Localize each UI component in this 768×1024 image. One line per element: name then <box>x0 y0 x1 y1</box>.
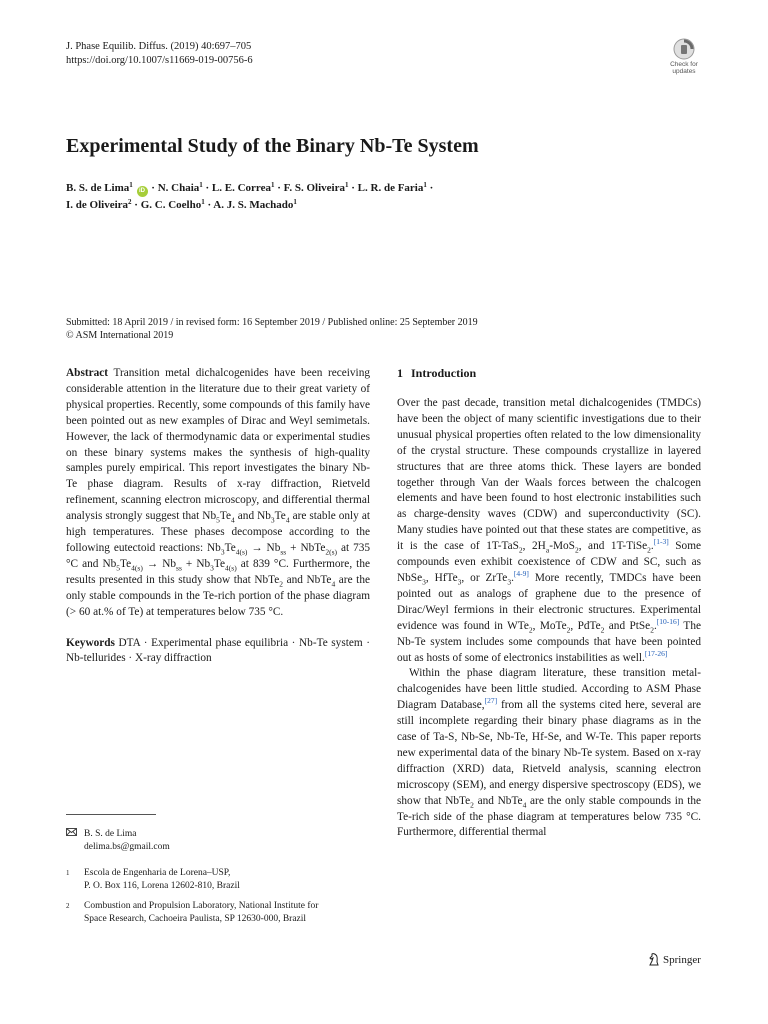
springer-knight-icon <box>648 952 660 969</box>
author-affiliation: 1 <box>271 181 275 189</box>
corresponding-name: B. S. de Lima <box>84 829 137 839</box>
author-separator: · <box>205 182 210 194</box>
keywords-label: Keywords <box>66 636 115 649</box>
abstract-text: and NbTe <box>283 573 332 586</box>
author-separator: · <box>207 199 212 211</box>
body-text: . <box>511 571 514 584</box>
keywords-text: DTA · Experimental phase equilibria · Nb-Te system · Nb-tellurides · X-ray diffraction <box>66 636 370 665</box>
author-affiliation: 1 <box>423 181 427 189</box>
citation-link[interactable]: [17-26] <box>644 648 668 658</box>
abstract-text: at 735 °C and Nb <box>66 541 371 570</box>
citation-link[interactable]: [4-9] <box>513 569 529 579</box>
intro-paragraph-1 <box>397 396 701 666</box>
body-text: . <box>653 619 657 632</box>
body-text: . <box>650 540 654 553</box>
section-number: 1 <box>397 366 403 380</box>
citation-link[interactable]: [27] <box>484 696 498 706</box>
subscript: a <box>545 545 550 555</box>
subscript: 2 <box>528 624 533 634</box>
body-text: Within the phase diagram literature, these transition metal-chalcogenides have been little studied. According to ASM Phase Diagram Database, <box>397 667 701 712</box>
corresponding-email[interactable]: delima.bs@gmail.com <box>84 841 170 852</box>
abstract <box>66 366 370 621</box>
dates-line: Submitted: 18 April 2019 / in revised form: 16 September 2019 / Published online: 25 September 2019 <box>66 317 478 328</box>
author-name[interactable]: I. de Oliveira <box>66 199 129 211</box>
author-separator: · <box>151 182 155 194</box>
citation-link[interactable]: [1-3] <box>653 537 669 547</box>
subscript: 2 <box>574 545 579 555</box>
body-text: , HfTe <box>425 571 458 584</box>
body-text: , 2H <box>522 540 546 553</box>
subscript: 3 <box>220 547 225 557</box>
abstract-text: Te <box>219 510 232 523</box>
subscript: 3 <box>422 577 426 587</box>
subscript: 4 <box>522 799 527 809</box>
subscript: 2 <box>279 579 284 589</box>
abstract-column <box>66 366 370 667</box>
abstract-text: Te <box>120 557 132 570</box>
author-name[interactable]: N. Chaia <box>157 182 200 194</box>
subscript: 3 <box>457 577 462 587</box>
author-affiliation: 1 <box>201 198 205 206</box>
body-text: are the only stable compounds in the Te-rich side of the phase diagram at temperatures below 735 °C. Furthermore, differential thermal <box>397 794 701 839</box>
journal-header <box>66 40 253 68</box>
body-text: , PdTe <box>570 619 601 632</box>
author-affiliation: 1 <box>129 181 133 189</box>
subscript: 3 <box>507 577 512 587</box>
subscript: 2 <box>566 624 571 634</box>
author-separator: · <box>351 182 355 194</box>
abstract-text: Transition metal dichalcogenides have been receiving considerable attention in the literature due to their great variety of physical properties. Recently, some compounds of this family have been pointed out as new examples of Dirac and Weyl semimetals. However, the lack of thermodynamic data or experimental studies on these binary systems makes the synthesis of high-quality samples purely empirical. This report investigates the binary Nb-Te phase diagram. Results of x-ray diffraction, Rietveld refinement, scanning electron microscopy, and differential thermal analysis strongly suggest that Nb <box>66 367 370 523</box>
abstract-text: + Nb <box>181 557 211 570</box>
author-separator: · <box>134 199 138 211</box>
orcid-icon[interactable]: iD <box>137 186 148 197</box>
abstract-text: Te <box>224 541 236 554</box>
subscript: 5 <box>116 563 121 573</box>
affiliation-number: 2 <box>66 902 70 910</box>
body-text: -MoS <box>549 540 575 553</box>
subscript: 2 <box>600 624 605 634</box>
author-name[interactable]: G. C. Coelho <box>140 199 202 211</box>
author-separator: · <box>429 182 434 194</box>
subscript: 4(s) <box>225 563 237 573</box>
section-heading <box>397 366 701 381</box>
abstract-text: Te <box>274 510 286 523</box>
body-text: Some compounds even exhibit coexistence of CDW and SC, such as NbSe <box>397 540 702 584</box>
subscript: ss <box>280 547 287 557</box>
footnote-divider <box>66 814 156 815</box>
subscript: 4 <box>231 515 235 525</box>
author-line-2 <box>66 197 706 213</box>
badge-line-1: Check for <box>670 61 698 68</box>
affiliation-line: Combustion and Propulsion Laboratory, National Institute for <box>84 901 319 911</box>
author-name[interactable]: L. R. de Faria <box>357 182 424 194</box>
author-affiliation: 2 <box>128 198 132 206</box>
abstract-text: are the only stable compounds in the Te-rich portion of the phase diagram (> 60 at.% of Te) at temperatures below 735 °C. <box>66 573 370 618</box>
affiliation-number: 1 <box>66 869 70 877</box>
subscript: ss <box>176 563 182 573</box>
subscript: 3 <box>270 515 275 525</box>
author-affiliation: 1 <box>345 181 349 189</box>
author-line-1 <box>66 180 706 197</box>
body-text: , and 1T-TiSe <box>578 540 648 553</box>
abstract-text: → Nb <box>142 557 177 570</box>
abstract-label: Abstract <box>66 367 109 379</box>
doi-link[interactable]: https://doi.org/10.1007/s11669-019-00756-6 <box>66 55 253 66</box>
author-affiliation: 1 <box>293 198 297 206</box>
body-text: More recently, TMDCs have been pointed out as analogs of graphene due to the presence of Dirac/Weyl fermions in their electronic structures. Experimental evidence was found in WTe <box>397 571 702 632</box>
body-text: Over the past decade, transition metal dichalcogenides (TMDCs) have been the object of many scientific investigations due to their unusual physical properties often related to the low dimensionality of the crystal structure. These compounds crystallize in layered structures that are three atoms thick. These layers are bonded together through Van der Waals forces between the chalcogen elements and have been found to host electronic instabilities such as charge-density waves (CDW) and superconductivity (SC). Many studies have pointed out that these states are competitive, as it is the case of 1T-TaS <box>397 397 701 553</box>
keywords <box>66 636 370 668</box>
check-for-updates-badge[interactable] <box>664 38 704 74</box>
body-text: , MoTe <box>532 619 567 632</box>
abstract-text: are stable only at high temperatures. These phases decompose according to the following eutectoid reactions: Nb <box>66 510 370 554</box>
subscript: 2 <box>647 545 651 555</box>
abstract-text: at 839 °C. Furthermore, the results presented in this study show that NbTe <box>66 557 370 586</box>
author-separator: · <box>277 182 281 194</box>
introduction-column <box>397 366 701 841</box>
publisher-name: Springer <box>663 954 701 966</box>
corresponding-author <box>66 828 170 852</box>
intro-paragraph-2 <box>397 666 701 841</box>
abstract-text: → Nb <box>247 541 281 554</box>
body-text: The Nb-Te system includes some compounds that have been pointed out as hosts of some of electronics instabilities as well. <box>397 619 701 664</box>
body-text: and NbTe <box>473 794 523 807</box>
publication-dates <box>66 316 478 342</box>
subscript: 2 <box>650 624 654 634</box>
affiliation-line: Space Research, Cachoeira Paulista, SP 12630-000, Brazil <box>84 913 307 924</box>
abstract-text: and Nb <box>234 510 271 523</box>
subscript: 2 <box>518 545 523 555</box>
publisher-logo <box>648 952 701 969</box>
author-name[interactable]: F. S. Oliveira <box>283 182 345 194</box>
subscript: 4(s) <box>235 547 248 557</box>
subscript: 2(s) <box>325 547 338 557</box>
citation-link[interactable]: [10-16] <box>656 616 680 626</box>
abstract-text: + NbTe <box>286 541 326 554</box>
subscript: 4 <box>331 579 336 589</box>
subscript: 5 <box>216 515 220 525</box>
copyright-line: © ASM International 2019 <box>66 330 174 341</box>
author-list <box>66 180 706 213</box>
author-affiliation: 1 <box>199 181 203 189</box>
subscript: 3 <box>210 563 214 573</box>
abstract-text: Te <box>213 557 226 570</box>
subscript: 4 <box>285 515 290 525</box>
journal-citation: J. Phase Equilib. Diffus. (2019) 40:697–705 <box>66 41 252 52</box>
paper-title: Experimental Study of the Binary Nb-Te System <box>66 135 479 157</box>
section-title: Introduction <box>411 366 477 380</box>
subscript: 4(s) <box>131 563 143 573</box>
body-text: , or ZrTe <box>461 571 508 584</box>
affiliation-line: P. O. Box 116, Lorena 12602-810, Brazil <box>84 880 240 891</box>
subscript: 2 <box>470 799 474 809</box>
check-updates-icon <box>673 38 695 60</box>
author-name[interactable]: L. E. Correa <box>211 182 271 194</box>
author-name[interactable]: A. J. S. Machado <box>213 199 294 211</box>
author-name[interactable]: B. S. de Lima <box>66 182 130 194</box>
envelope-icon <box>66 828 82 841</box>
affiliation-line: Escola de Engenharia de Lorena–USP, <box>84 868 231 878</box>
body-text: and PtSe <box>604 619 651 632</box>
badge-line-2: updates <box>672 68 696 75</box>
body-text: from all the systems cited here, several are still incomplete regarding their binary phase diagrams as in the case of Ta-S, Nb-Se, Nb-Te, Hf-Se, and W-Te. This paper reports new experimental data of the binary Nb-Te system. Based on x-ray diffraction (XRD) data, Rietveld analysis, scanning electron microscopy (SEM), and energy dispersive spectroscopy (EDS), we show that NbTe <box>397 699 701 807</box>
